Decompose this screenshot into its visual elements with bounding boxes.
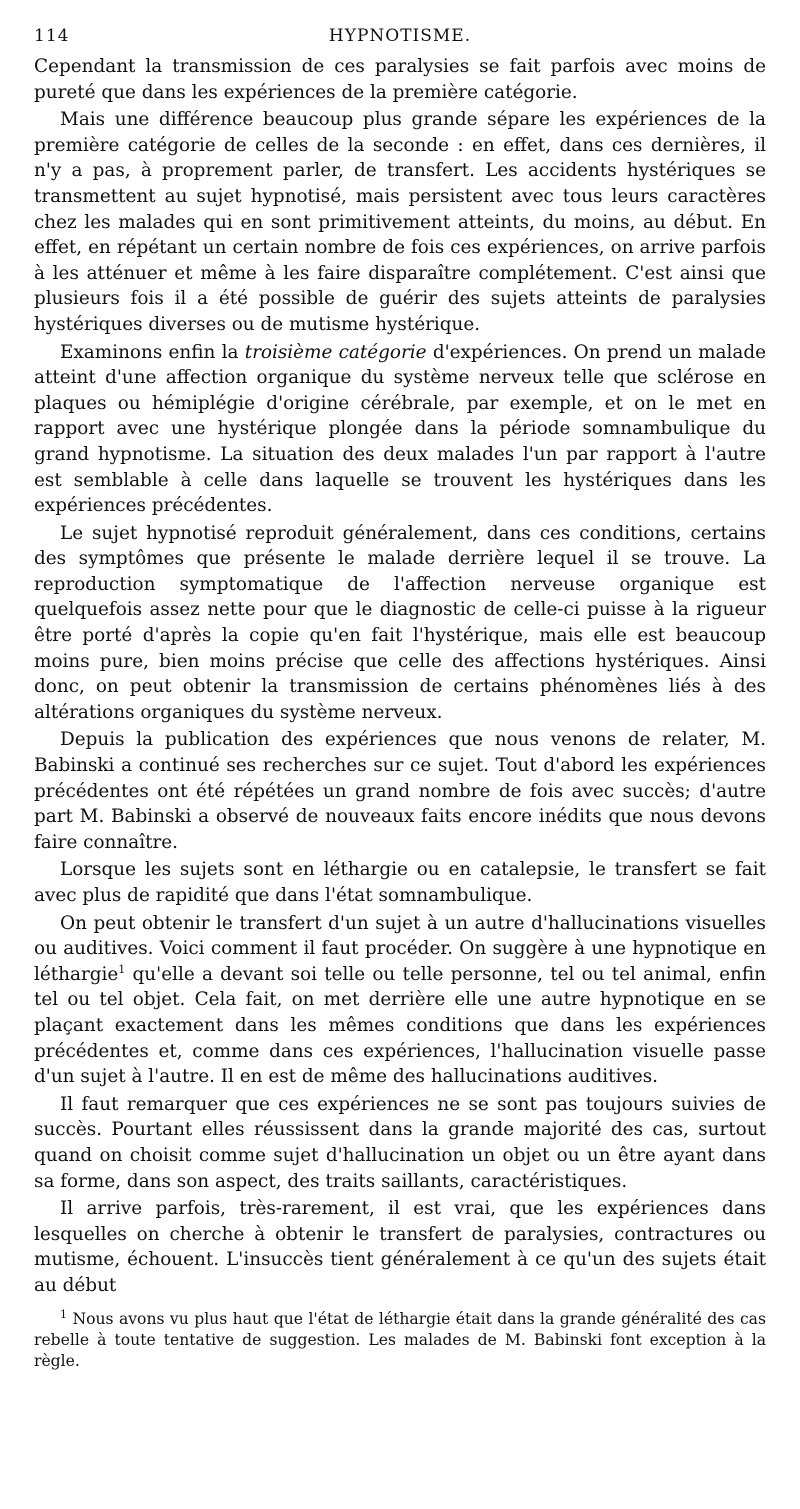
paragraph: Lorsque les sujets sont en léthargie ou en catalepsie, le transfert se fait avec plus de rapidité que dans l'état somnambulique. bbox=[34, 859, 766, 906]
page-number: 114 bbox=[34, 26, 70, 46]
footnote-reference[interactable]: 1 bbox=[118, 962, 126, 976]
paragraph bbox=[34, 340, 766, 519]
paragraph: Il arrive parfois, très-rarement, il est vrai, que les expériences dans lesquelles on cherche à obtenir le transfert de paralysies, contractures ou mutisme, échouent. L'insuccès tient généralement à ce qu'un des sujets était au début bbox=[34, 1198, 766, 1296]
paragraph: Depuis la publication des expériences que nous venons de relater, M. Babinski a continué ses recherches sur ce sujet. Tout d'abord les expériences précédentes ont été répétées un grand nombre de fois avec succès; d'autre part M. Babinski a observé de nouveaux faits encore inédits que nous devons faire connaître. bbox=[34, 729, 766, 853]
paragraph bbox=[34, 911, 766, 1090]
paragraph: Il faut remarquer que ces expériences ne se sont pas toujours suivies de succès. Pourtant elles réussissent dans la grande majorité des cas, surtout quand on choisit comme sujet d'hallucination un objet ou un être ayant dans sa forme, dans son aspect, des traits saillants, caractéristiques. bbox=[34, 1093, 766, 1192]
page-body bbox=[34, 54, 766, 1299]
scan-artifact bbox=[36, 1466, 336, 1470]
footnote-text: Nous avons vu plus haut que l'état de léthargie était dans la grande généralité des cas rebelle à toute tentative de suggestion. Les malades de M. Babinski font exception à la règle. bbox=[34, 1309, 766, 1370]
emphasis-text: troisième catégorie bbox=[244, 341, 427, 363]
paragraph-text: On peut obtenir le transfert d'un sujet à un autre d'hallucinations visuelles ou auditives. Voici comment il faut procéder. On suggère à une hypnotique en léthargie bbox=[34, 912, 766, 985]
paragraph: Le sujet hypnotisé reproduit généralement, dans ces conditions, certains des symptômes que présente le malade derrière lequel il se trouve. La reproduction symptomatique de l'affection nerveuse organique est quelquefois assez nette pour que le diagnostic de celle-ci puisse à la rigueur être porté d'après la copie qu'en fait l'hystérique, mais elle est beaucoup moins pure, bien moins précise que celle des affections hystériques. Ainsi donc, on peut obtenir la transmission de certains phénomènes liés à des altérations organiques du système nerveux. bbox=[34, 522, 766, 723]
paragraph-text: d'expériences. On prend un malade atteint d'une affection organique du système nerveux telle que sclérose en plaques ou hémiplégie d'origine cérébrale, par exemple, et on le met en rapport avec une hystérique plongée dans la période somnambulique du grand hypnotisme. La situation des deux malades l'un par rapport à l'autre est semblable à celle dans laquelle se trouvent les hystériques dans les expériences précédentes. bbox=[34, 341, 766, 517]
running-header bbox=[34, 26, 766, 54]
running-title: HYPNOTISME. bbox=[328, 26, 472, 46]
book-page bbox=[34, 26, 766, 1372]
paragraph: Mais une différence beaucoup plus grande sépare les expériences de la première catégorie de celles de la seconde : en effet, dans ces dernières, il n'y a pas, à proprement parler, de transfert. Les accidents hystériques se transmettent au sujet hypnotisé, mais persistent avec tous leurs caractères chez les malades qui en sont primitivement atteints, du moins, au début. En effet, en répétant un certain nombre de fois ces expériences, on arrive parfois à les atténuer et même à les faire disparaître complétement. C'est ainsi que plusieurs fois il a été possible de guérir des sujets atteints de paralysies hystériques diverses ou de mutisme hystérique. bbox=[34, 109, 766, 335]
paragraph-text: Examinons enfin la bbox=[60, 341, 245, 363]
paragraph-continued: Cependant la transmission de ces paralysies se fait parfois avec moins de pureté que dans les expériences de la première catégorie. bbox=[34, 56, 766, 103]
footnote bbox=[34, 1309, 766, 1372]
footnote-mark: 1 bbox=[60, 1307, 67, 1321]
paragraph-text: qu'elle a devant soi telle ou telle personne, tel ou tel animal, enfin tel ou tel objet. Cela fait, on met derrière elle une autre hypnotique en se plaçant exactement dans les mêmes conditions que dans les expériences précédentes et, comme dans ces expériences, l'hallucination visuelle passe d'un sujet à l'autre. Il en est de même des hallucinations auditives. bbox=[34, 963, 766, 1088]
